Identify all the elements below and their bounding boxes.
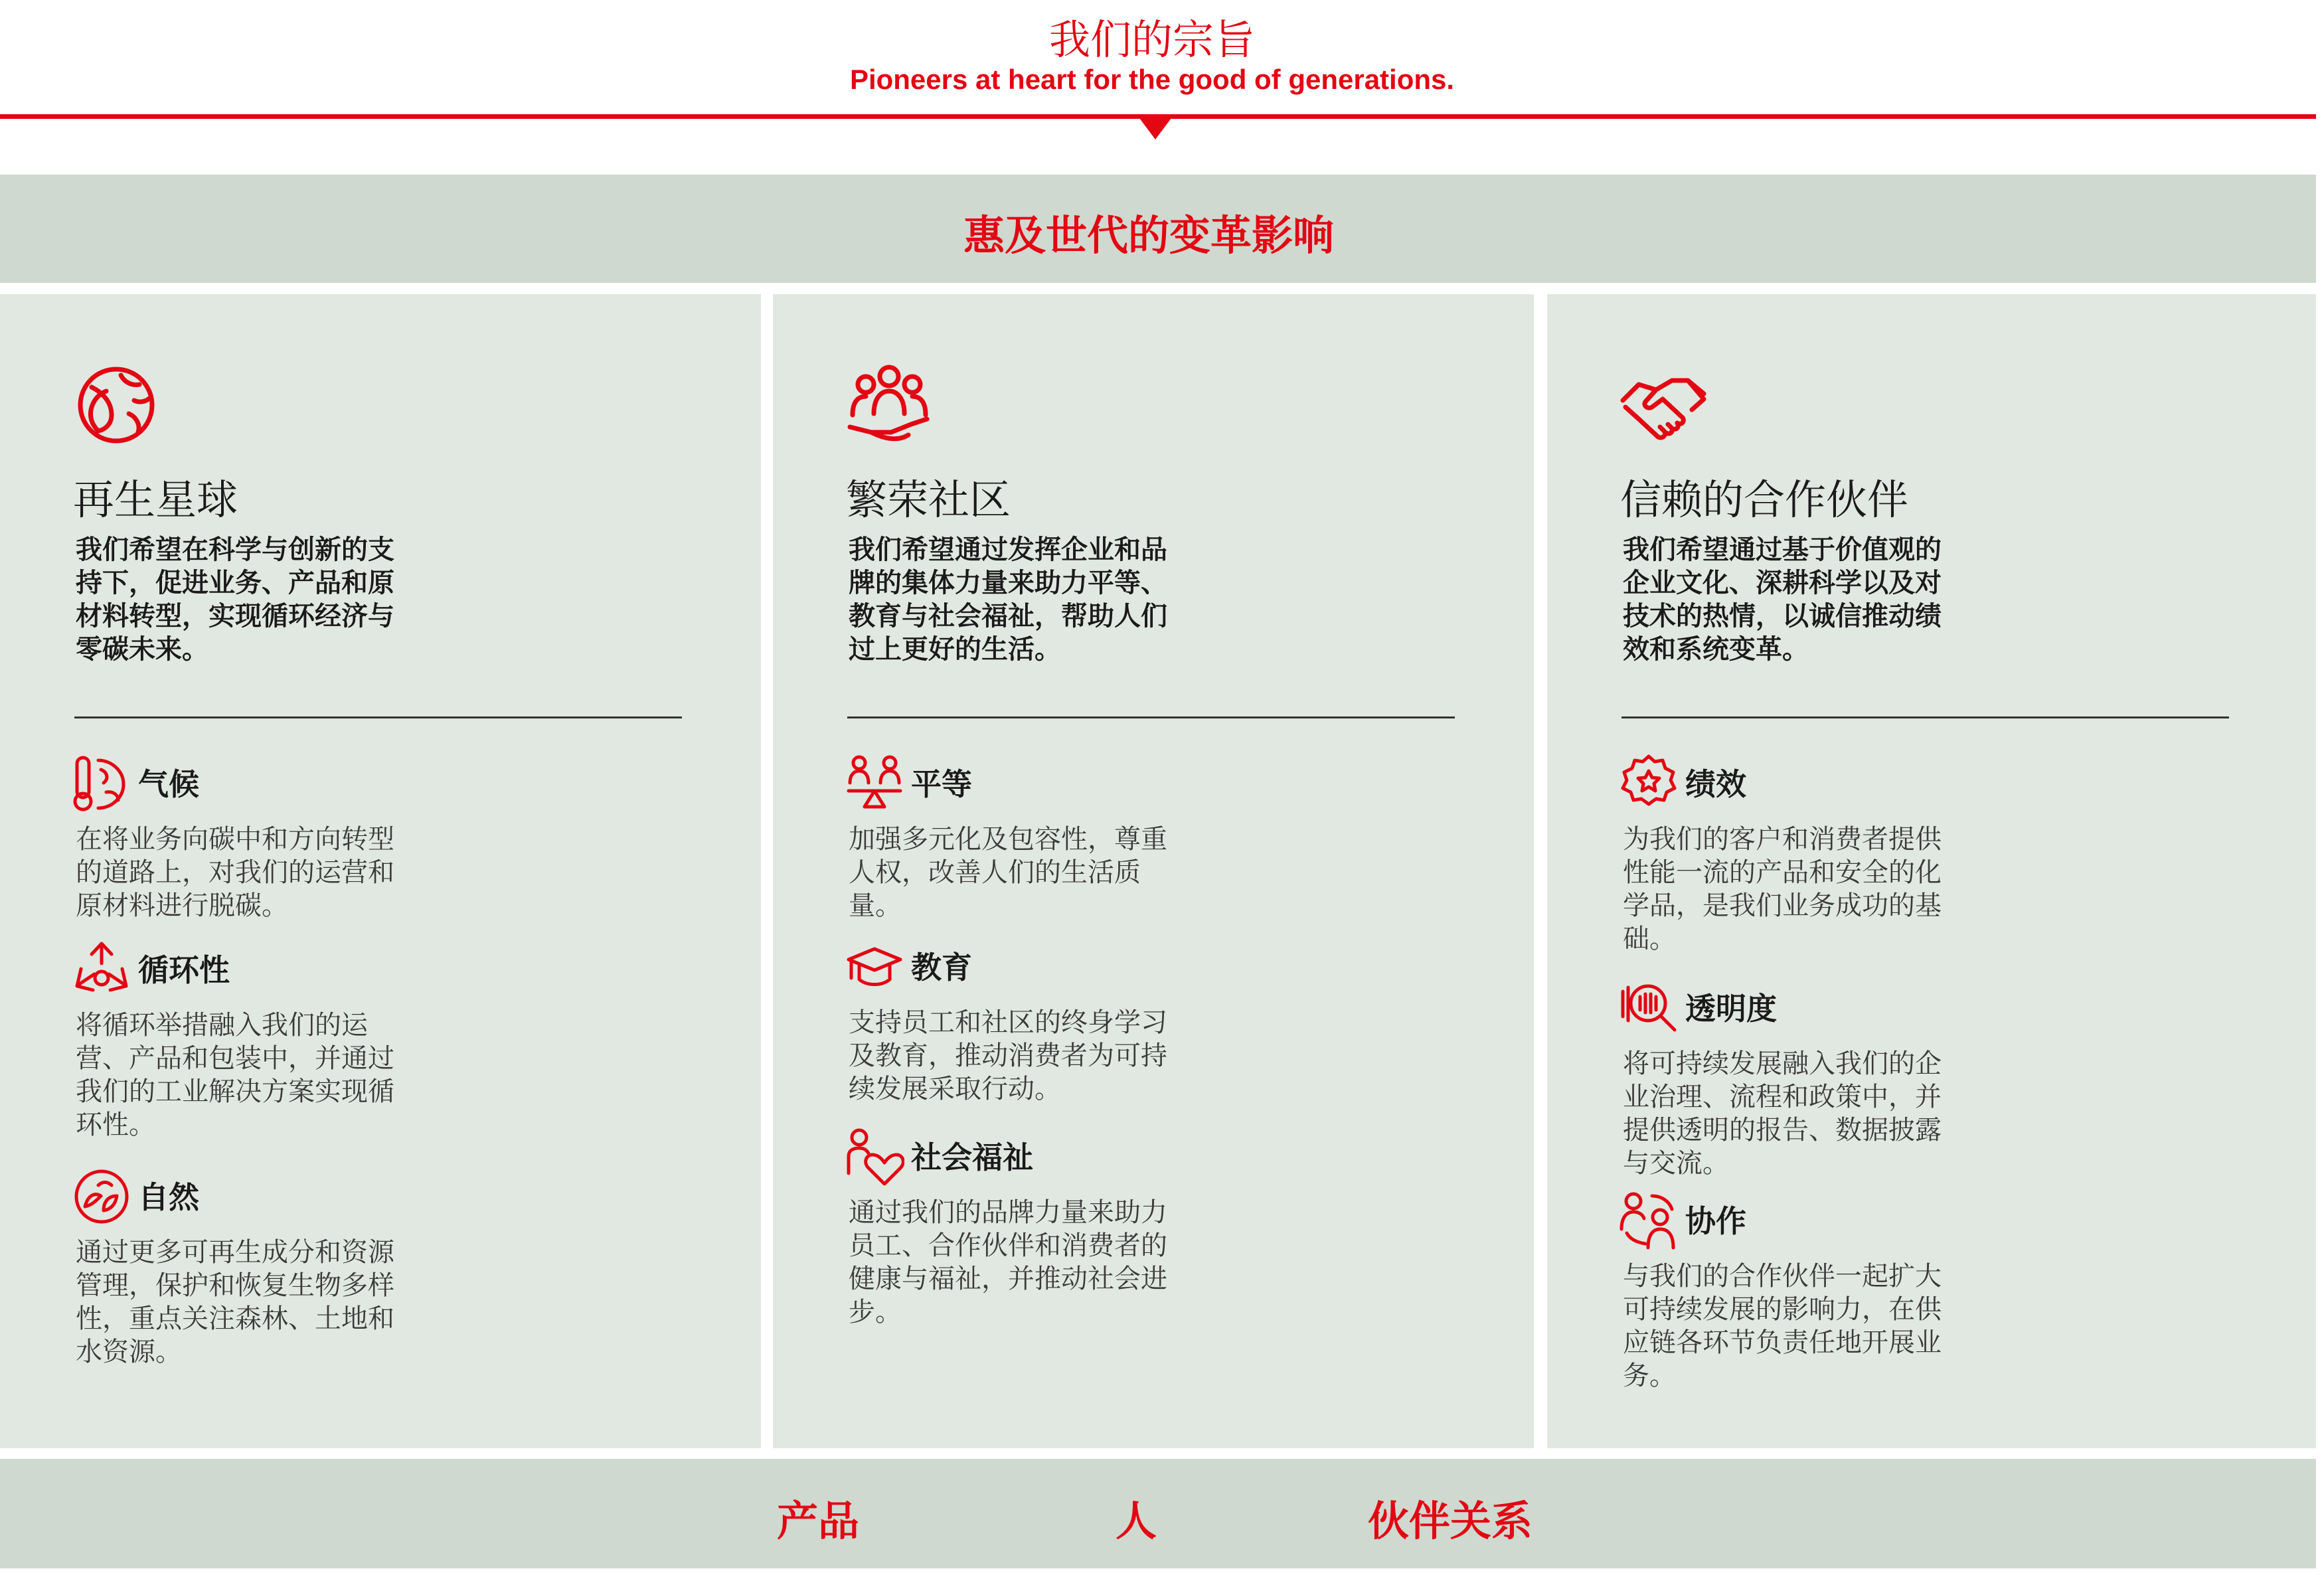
item-text: 为我们的客户和消费者提供性能一流的产品和安全的化学品，是我们业务成功的基础。: [1623, 824, 1942, 954]
column-divider: [74, 716, 682, 718]
recycle-icon: [72, 940, 131, 999]
community-hand-icon: [845, 361, 934, 450]
item-text: 加强多元化及包容性，尊重人权，改善人们的生活质量。: [849, 824, 1167, 921]
column-intro: 我们希望通过发挥企业和品牌的集体力量来助力平等、教育与社会福祉，帮助人们过上更好的生活。: [849, 535, 1167, 665]
column-intro: 我们希望通过基于价值观的企业文化、深耕科学以及对技术的热情，以诚信推动绩效和系统变革。: [1623, 535, 1942, 665]
column-trusted-partner: [1547, 294, 2316, 1448]
column-divider: [847, 716, 1455, 718]
item-title: 协作: [1685, 1203, 1746, 1239]
impact-band: [0, 175, 2316, 283]
column-thriving-communities: [773, 294, 1534, 1448]
item-title: 气候: [138, 766, 199, 802]
collaboration-icon: [1619, 1191, 1679, 1250]
pillar-people: 人: [1116, 1497, 1157, 1545]
item-title: 自然: [138, 1179, 199, 1215]
graduation-cap-icon: [845, 937, 904, 997]
column-title: 信赖的合作伙伴: [1620, 475, 1909, 524]
item-title: 教育: [911, 950, 972, 985]
column-divider: [1621, 716, 2229, 718]
item-title: 绩效: [1685, 766, 1746, 802]
item-title: 平等: [911, 766, 972, 802]
item-text: 与我们的合作伙伴一起扩大可持续发展的影响力，在供应链各环节负责任地开展业务。: [1623, 1261, 1942, 1391]
globe-leaf-icon: [72, 361, 161, 450]
page-subtitle: Pioneers at heart for the good of generations.: [849, 64, 1455, 95]
award-badge-icon: [1619, 754, 1679, 813]
column-title: 繁荣社区: [846, 475, 1011, 524]
page-title: 我们的宗旨: [1048, 15, 1255, 64]
transparency-icon: [1619, 978, 1679, 1038]
header-down-arrow: [1139, 118, 1171, 139]
column-intro: 我们希望在科学与创新的支持下，促进业务、产品和原材料转型，实现循环经济与零碳未来。: [76, 535, 394, 665]
nature-icon: [72, 1167, 131, 1226]
item-title: 透明度: [1685, 991, 1777, 1027]
handshake-icon: [1619, 361, 1708, 450]
person-heart-icon: [845, 1127, 904, 1187]
item-text: 在将业务向碳中和方向转型的道路上，对我们的运营和原材料进行脱碳。: [76, 824, 394, 921]
item-text: 通过更多可再生成分和资源管理，保护和恢复生物多样性，重点关注森林、土地和水资源。: [76, 1237, 394, 1367]
item-title: 循环性: [138, 952, 230, 988]
column-title: 再生星球: [73, 475, 238, 524]
pillars-band: [0, 1459, 2316, 1568]
purpose-header: [0, 0, 2324, 153]
item-text: 将循环举措融入我们的运营、产品和包装中，并通过我们的工业解决方案实现循环性。: [76, 1010, 394, 1140]
pillar-partnerships: 伙伴关系: [1368, 1497, 1533, 1545]
pillar-products: 产品: [777, 1497, 860, 1545]
column-regenerative-planet: [0, 294, 761, 1448]
item-text: 支持员工和社区的终身学习及教育，推动消费者为可持续发展采取行动。: [849, 1007, 1167, 1104]
equality-icon: [845, 754, 904, 813]
thermometer-icon: [72, 754, 131, 813]
item-text: 通过我们的品牌力量来助力员工、合作伙伴和消费者的健康与福祉，并推动社会进步。: [849, 1197, 1167, 1327]
item-title: 社会福祉: [911, 1139, 1033, 1175]
impact-band-title: 惠及世代的变革影响: [963, 211, 1334, 260]
item-text: 将可持续发展融入我们的企业治理、流程和政策中，并提供透明的报告、数据披露与交流。: [1623, 1048, 1942, 1179]
